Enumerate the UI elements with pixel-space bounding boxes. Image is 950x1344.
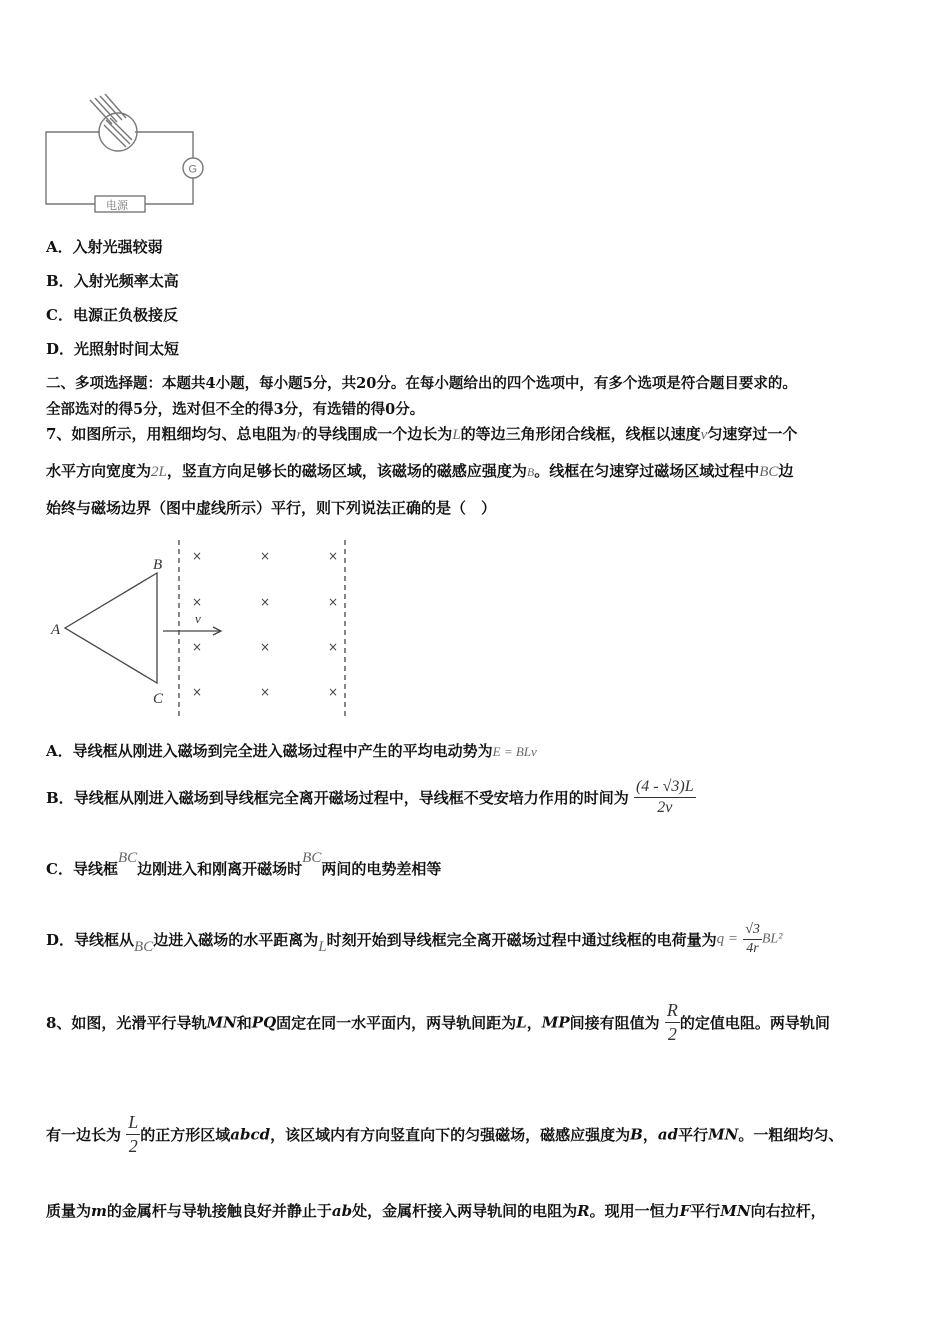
q7-option-c[interactable]: C．导线框BC边刚进入和刚离开磁场时BC两间的电势差相等 (46, 850, 442, 878)
galvanometer-label: G (188, 163, 198, 176)
q7-stem-line2: 水平方向宽度为2L，竖直方向足够长的磁场区域，该磁场的磁感应强度为B。线框在匀速穿过磁场区域过程中BC边 (46, 462, 794, 480)
formula: E = BLv (492, 744, 537, 759)
q7-stem-line3: 始终与磁场边界（图中虚线所示）平行，则下列说法正确的是（ ） (46, 499, 497, 517)
field-mark: × (328, 640, 339, 654)
field-mark: × (328, 595, 339, 609)
option-letter: D． (46, 340, 75, 358)
vertex-a-label: A (51, 622, 61, 638)
q6-option-a[interactable] (46, 236, 163, 257)
charge-fraction: $\frac{√3}{4r}$ (745, 922, 760, 956)
field-mark: × (260, 685, 271, 699)
option-letter: A． (46, 238, 73, 256)
velocity-label: v (195, 611, 201, 626)
vertex-c-label: C (153, 691, 164, 707)
section2-line2: 全部选对的得5分，选对但不全的得3分，有选错的得0分。 (46, 401, 425, 418)
option-text: 入射光强较弱 (72, 238, 163, 256)
field-mark: × (192, 549, 203, 563)
side-length-fraction: $\frac{L}{2}$ (128, 1112, 139, 1156)
option-letter: B． (46, 272, 74, 290)
q7-option-d[interactable]: D．导线框从BC边进入磁场的水平距离为L时刻开始到导线框完全离开磁场过程中通过线框的电荷量为q = $\frac{√3}{4r}$ BL² (46, 922, 783, 956)
q8-stem-line2: 有一边长为 $\frac{L}{2}$ 的正方形区域abcd，该区域内有方向竖直向下的匀强磁场，磁感应强度为B，ad平行MN。一粗细均匀、 (46, 1112, 844, 1156)
section2-line1: 二、多项选择题：本题共4小题，每小题5分，共20分。在每小题给出的四个选项中，有多个选项是符合题目要求的。 (46, 375, 797, 392)
option-text: 入射光频率太高 (73, 272, 179, 290)
power-source-label: 电源 (106, 199, 128, 212)
vertex-b-label: B (153, 557, 163, 573)
time-fraction: $\frac{(4 - √3)L}{2v}$ (635, 778, 694, 816)
q7-triangle-field-figure (45, 535, 355, 725)
q6-option-d[interactable] (46, 338, 179, 359)
option-text: 光照射时间太短 (74, 340, 180, 358)
q6-option-b[interactable] (46, 270, 179, 291)
field-mark: × (328, 685, 339, 699)
option-text: 电源正负极接反 (72, 306, 178, 324)
field-mark: × (260, 640, 271, 654)
field-mark: × (260, 595, 271, 609)
resistance-fraction: $\frac{R}{2}$ (666, 1000, 678, 1044)
q8-stem-line3: 质量为m的金属杆与导轨接触良好并静止于ab处，金属杆接入两导轨间的电阻为R。现用一恒力F平行MN向右拉杆， (46, 1202, 826, 1220)
q8-stem-line1: 8、如图，光滑平行导轨MN和PQ固定在同一水平面内，两导轨间距为L，MP间接有阻值为 $\frac{R}{2}$ 的定值电阻。两导轨间 (46, 1000, 830, 1044)
field-mark: × (192, 640, 203, 654)
field-mark: × (192, 685, 203, 699)
q6-option-c[interactable] (46, 304, 178, 325)
photoelectric-circuit-figure (40, 92, 215, 217)
field-mark: × (328, 549, 339, 563)
q7-option-a[interactable]: A．导线框从刚进入磁场到完全进入磁场过程中产生的平均电动势为E = BLv (46, 742, 537, 760)
field-mark: × (192, 595, 203, 609)
option-letter: C． (46, 306, 73, 324)
field-mark: × (260, 549, 271, 563)
q7-stem-line1: 7、如图所示，用粗细均匀、总电阻为r的导线围成一个边长为L的等边三角形闭合线框，线框以速度v匀速穿过一个 (46, 425, 798, 443)
q7-option-b[interactable]: B．导线框从刚进入磁场到导线框完全离开磁场过程中，导线框不受安培力作用的时间为 $\frac{(4 - √3)L}{2v}$ (46, 778, 694, 816)
